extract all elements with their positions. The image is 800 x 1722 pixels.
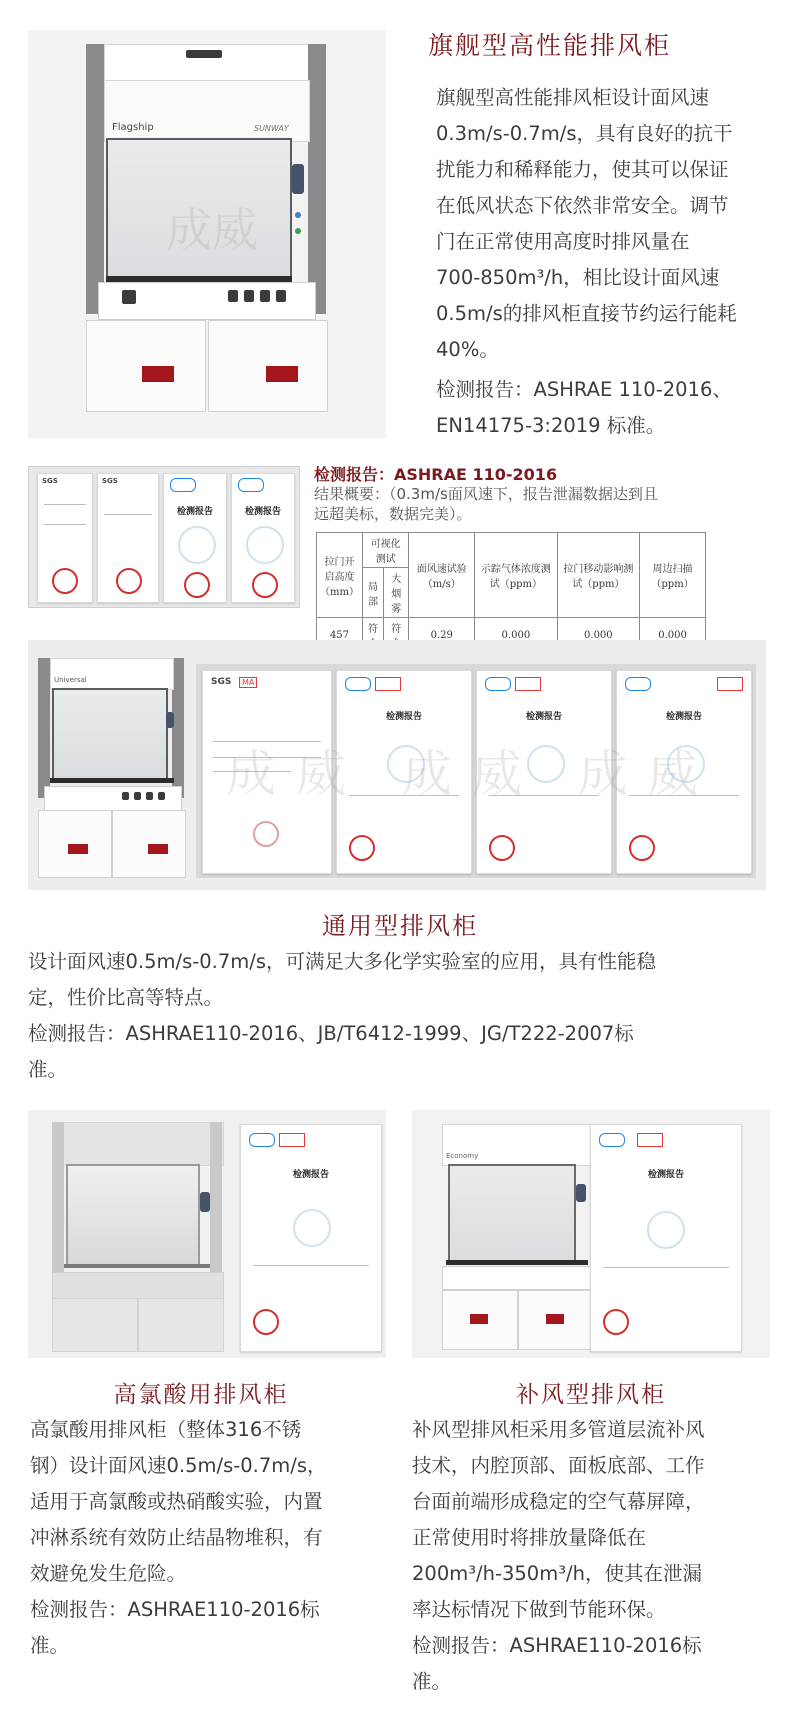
text-line: 0.5m/s的排风柜直接节约运行能耗 [436, 302, 737, 325]
table-header: 局部 [362, 568, 383, 618]
hood-brand-label: Universal [54, 676, 87, 684]
section2-paragraph [28, 944, 788, 1088]
section4-title: 补风型排风柜 [516, 1382, 666, 1408]
hood-brand-label: Flagship [112, 122, 154, 133]
text-line: 定，性价比高等特点。 [28, 986, 224, 1009]
cabinet-warning-tag [266, 366, 298, 382]
section3-title: 高氯酸用排风柜 [113, 1382, 289, 1408]
table-header: 可视化测试 [362, 533, 408, 568]
text-line: 高氯酸用排风柜（整体316不锈 [30, 1418, 302, 1441]
sgs-logo: SGS [42, 477, 58, 485]
text-line: 0.3m/s-0.7m/s，具有良好的抗干 [436, 122, 733, 145]
table-cell: 0.000 [640, 618, 706, 653]
hood-brand-label: Economy [446, 1152, 479, 1160]
text-line: 700-850m³/h，相比设计面风速 [436, 266, 720, 289]
text-line: 适用于高氯酸或热硝酸实验，内置 [30, 1490, 323, 1513]
text-line: 率达标情况下做到节能环保。 [412, 1598, 666, 1621]
ma-logo: MA [239, 677, 257, 688]
universal-hood-photo [28, 640, 766, 890]
text-line: 检测报告：ASHRAE110-2016、JB/T6412-1999、JG/T222-2007标 [28, 1022, 634, 1045]
hood-maker-label: SUNWAY [254, 124, 289, 133]
text-line: 正常使用时将排放量降低在 [412, 1526, 647, 1549]
sgs-logo: SGS [102, 477, 118, 485]
text-line: 台面前端形成稳定的空气幕屏障， [412, 1490, 705, 1513]
report-title: 检测报告 [647, 1170, 684, 1180]
text-line: 在低风状态下依然非常安全。调节 [436, 194, 729, 217]
text-line: 扰能力和稀释能力，使其可以保证 [436, 158, 729, 181]
text-line: 200m³/h-350m³/h，使其在泄漏 [412, 1562, 702, 1585]
flagship-hood-photo [28, 30, 386, 438]
report-heading: 检测报告：ASHRAE 110-2016 [314, 465, 558, 484]
report-title: 检测报告 [176, 507, 213, 517]
text-line: 准。 [412, 1670, 452, 1693]
universal-fume-hood [38, 658, 188, 880]
reports-panel [196, 664, 756, 878]
text-line: 冲淋系统有效防止结晶物堆积，有 [30, 1526, 323, 1549]
report-title: 检测报告 [385, 712, 422, 722]
table-cell: 0.29 [409, 618, 475, 653]
table-header: 拉门开启高度（mm） [317, 533, 363, 618]
text-line: 补风型排风柜采用多管道层流补风 [412, 1418, 705, 1441]
table-header: 示踪气体浓度测试（ppm） [475, 533, 557, 618]
table-header: 大烟雾 [384, 568, 409, 618]
text-line: 效避免发生危险。 [30, 1562, 187, 1585]
report-title: 检测报告 [244, 507, 281, 517]
report-title: 检测报告 [525, 712, 562, 722]
cabinet-warning-tag [142, 366, 174, 382]
watermark: 成威 成威 成威 [226, 745, 718, 803]
report-title: 检测报告 [292, 1170, 329, 1180]
section3-paragraph [30, 1412, 390, 1664]
table-header: 拉门移动影响测试（ppm） [557, 533, 639, 618]
control-panel [292, 164, 304, 194]
text-line: EN14175-3:2019 标准。 [436, 414, 666, 437]
report-thumbnail [28, 466, 300, 608]
text-line: 技术，内腔顶部、面板底部、工作 [412, 1454, 705, 1477]
table-cell: 符 [384, 618, 409, 653]
table-header: 面风速试验（m/s） [409, 533, 475, 618]
perchloric-fume-hood [52, 1122, 222, 1352]
text-line: 准。 [28, 1058, 68, 1081]
perchloric-hood-photo [28, 1110, 386, 1358]
text-line: 检测报告：ASHRAE110-2016标 [412, 1634, 702, 1657]
section1-paragraph [436, 80, 796, 444]
text-line: 准。 [30, 1634, 70, 1657]
table-header: 周边扫描（ppm） [640, 533, 706, 618]
text-line: 旗舰型高性能排风柜设计面风速 [436, 86, 710, 109]
section1-title: 旗舰型高性能排风柜 [428, 31, 672, 60]
text-line: 检测报告：ASHRAE110-2016标 [30, 1598, 320, 1621]
makeup-air-hood-photo [412, 1110, 770, 1358]
flagship-fume-hood [86, 44, 326, 424]
text-line: 设计面风速0.5m/s-0.7m/s，可满足大多化学实验室的应用，具有性能稳 [28, 950, 657, 973]
text-line: 远超美标，数据完美）。 [314, 505, 472, 523]
report-title: 检测报告 [665, 712, 702, 722]
table-cell: 457 [317, 618, 363, 653]
text-line: 门在正常使用高度时排风量在 [436, 230, 690, 253]
test-results-table [316, 532, 706, 653]
makeup-air-fume-hood [442, 1124, 592, 1350]
text-line: 钢）设计面风速0.5m/s-0.7m/s， [30, 1454, 327, 1477]
report-summary [314, 484, 658, 524]
watermark: 成威 [166, 203, 258, 257]
text-line: 检测报告：ASHRAE 110-2016、 [436, 378, 732, 401]
table-cell: 0.000 [475, 618, 557, 653]
table-cell: 符 [362, 618, 383, 653]
sgs-logo: SGS [211, 677, 232, 687]
text-line: 40%。 [436, 338, 499, 361]
section2-title: 通用型排风柜 [322, 912, 478, 940]
section4-paragraph [412, 1412, 797, 1700]
text-line: 结果概要：（0.3m/s面风速下，报告泄漏数据达到且 [314, 485, 658, 503]
table-cell: 0.000 [557, 618, 639, 653]
